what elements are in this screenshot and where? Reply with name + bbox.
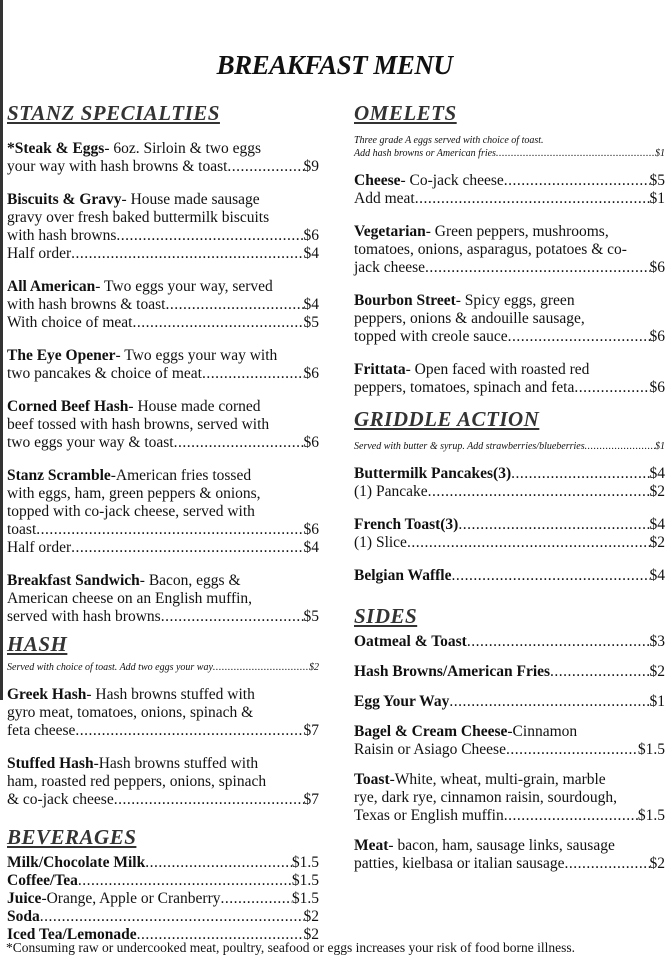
section-heading: HASH <box>7 632 68 656</box>
item-description: served with hash browns <box>7 608 161 625</box>
item-name: Iced Tea/Lemonade <box>7 926 137 943</box>
item-description: gravy over fresh baked buttermilk biscuits <box>7 209 270 226</box>
item-description: with hash browns & toast <box>7 296 166 313</box>
menu-item-line <box>354 693 665 711</box>
item-description: topped with creole sauce <box>354 328 508 345</box>
menu-item-line <box>7 398 319 416</box>
left-column <box>7 100 319 956</box>
menu-item-line <box>7 572 319 590</box>
item-price: $6 <box>649 379 665 396</box>
menu-item-line <box>7 140 319 158</box>
item-price: $4 <box>303 539 319 556</box>
section-note <box>354 440 665 453</box>
item-description: - House made sausage <box>121 191 260 208</box>
menu-item-line <box>354 741 665 759</box>
menu-item-line <box>354 190 665 208</box>
section-heading: STANZ SPECIALTIES <box>7 101 220 125</box>
page-title: BREAKFAST MENU <box>216 50 453 80</box>
item-description: - Spicy eggs, green <box>455 292 575 309</box>
dot-leader <box>165 296 303 314</box>
item-description: with eggs, ham, green peppers & onions, <box>7 485 261 502</box>
menu-item <box>7 191 319 263</box>
item-name: The Eye Opener <box>7 347 116 364</box>
item-name: French Toast(3) <box>354 516 459 533</box>
item-description: jack cheese <box>354 259 425 276</box>
item-description: - bacon, ham, sausage links, sausage <box>388 837 615 854</box>
menu-item-line <box>354 292 665 310</box>
note-price: $2 <box>309 662 319 673</box>
item-name: Milk/Chocolate Milk <box>7 854 146 871</box>
dot-leader <box>504 807 638 825</box>
menu-item-line <box>7 890 319 908</box>
menu-item <box>354 223 665 277</box>
item-price: $6 <box>649 328 665 345</box>
dot-leader <box>78 872 292 890</box>
menu-item-line <box>354 534 665 552</box>
dot-leader <box>407 534 650 552</box>
menu-item-line <box>7 191 319 209</box>
item-description: tomatoes, onions, asparagus, potatoes & co- <box>354 241 627 258</box>
dot-leader <box>511 465 649 483</box>
menu-item <box>354 633 665 651</box>
menu-item-line <box>354 259 665 277</box>
item-name: Bagel & Cream Cheese <box>354 723 508 740</box>
dot-leader <box>227 158 303 176</box>
item-description: -Hash browns stuffed with <box>93 755 259 772</box>
menu-item <box>7 278 319 332</box>
dot-leader <box>213 661 309 674</box>
menu-item-line <box>7 434 319 452</box>
menu-item <box>354 361 665 397</box>
section-hash <box>7 631 319 809</box>
section-heading: SIDES <box>354 604 418 628</box>
item-description: - Bacon, eggs & <box>139 572 241 589</box>
dot-leader <box>161 608 304 626</box>
menu-item-line <box>7 503 319 521</box>
section-omelets <box>354 100 665 397</box>
dot-leader <box>114 791 304 809</box>
item-description: with hash browns <box>7 227 117 244</box>
menu-item-line <box>7 245 319 263</box>
menu-item-line <box>7 314 319 332</box>
dot-leader <box>174 434 304 452</box>
menu-item-line <box>354 855 665 873</box>
menu-item <box>7 686 319 740</box>
item-description: - Two eggs your way with <box>115 347 278 364</box>
menu-item-line <box>7 158 319 176</box>
item-name: Greek Hash <box>7 686 87 703</box>
menu-item-line <box>7 365 319 383</box>
note-price: $1 <box>655 148 665 159</box>
item-price: $6 <box>303 365 319 382</box>
item-price: $5 <box>649 172 665 189</box>
menu-item <box>354 771 665 825</box>
dot-leader <box>506 741 638 759</box>
note-text: Add hash browns or American fries <box>354 148 496 159</box>
item-price: $2 <box>649 534 665 551</box>
menu-item-line <box>7 791 319 809</box>
menu-item-line <box>354 663 665 681</box>
dot-leader <box>449 693 649 711</box>
menu-item-line <box>7 686 319 704</box>
item-price: $4 <box>303 245 319 262</box>
section-beverages <box>7 824 319 944</box>
item-name: *Steak & Eggs <box>7 140 105 157</box>
menu-item-line <box>7 467 319 485</box>
menu-item-line <box>354 837 665 855</box>
menu-item-line <box>7 854 319 872</box>
item-description: two eggs your way & toast <box>7 434 174 451</box>
menu-item-line <box>354 241 665 259</box>
item-name: Belgian Waffle <box>354 567 452 584</box>
item-description: feta cheese <box>7 722 76 739</box>
section-heading: GRIDDLE ACTION <box>354 407 540 431</box>
dot-leader <box>71 539 303 557</box>
item-price: $1.5 <box>291 854 319 871</box>
item-description: -American fries tossed <box>110 467 252 484</box>
dot-leader <box>71 245 303 263</box>
item-price: $9 <box>303 158 319 175</box>
section-note <box>7 661 319 674</box>
item-price: $4 <box>649 516 665 533</box>
dot-leader <box>508 328 650 346</box>
menu-item <box>7 398 319 452</box>
item-description: rye, dark rye, cinnamon raisin, sourdough, <box>354 789 618 806</box>
item-name: Oatmeal & Toast <box>354 633 467 650</box>
item-name: Cheese <box>354 172 401 189</box>
item-name: Hash Browns/American Fries <box>354 663 551 680</box>
section-note <box>354 147 665 160</box>
menu-item-line <box>354 223 665 241</box>
item-price: $5 <box>303 314 319 331</box>
menu-item-line <box>354 807 665 825</box>
menu-item-line <box>354 723 665 741</box>
item-price: $7 <box>303 791 319 808</box>
menu-item <box>354 567 665 585</box>
menu-item <box>354 693 665 711</box>
item-description: - Two eggs your way, served <box>95 278 273 295</box>
item-description: patties, kielbasa or italian sausage <box>354 855 565 872</box>
dot-leader <box>415 190 650 208</box>
item-name: Juice <box>7 890 42 907</box>
menu-item-line <box>354 361 665 379</box>
item-description: - 6oz. Sirloin & two eggs <box>104 140 262 157</box>
menu-item-line <box>7 539 319 557</box>
item-price: $2 <box>649 855 665 872</box>
menu-item <box>354 723 665 759</box>
item-name: Stuffed Hash <box>7 755 94 772</box>
item-price: $4 <box>649 567 665 584</box>
dot-leader <box>40 908 304 926</box>
dot-leader <box>574 379 649 397</box>
item-description: (1) Slice <box>354 534 407 551</box>
item-price: $1.5 <box>637 807 665 824</box>
menu-item <box>7 347 319 383</box>
item-name: Buttermilk Pancakes(3) <box>354 465 512 482</box>
menu-item-line <box>7 590 319 608</box>
menu-item <box>7 140 319 176</box>
dot-leader <box>36 521 303 539</box>
note-price: $1 <box>655 441 665 452</box>
menu-item-line <box>7 296 319 314</box>
section-stanz-specialties <box>7 100 319 626</box>
menu-item <box>7 467 319 557</box>
dot-leader <box>202 365 304 383</box>
item-description: gyro meat, tomatoes, onions, spinach & <box>7 704 254 721</box>
item-name: Toast <box>354 771 390 788</box>
item-price: $5 <box>303 608 319 625</box>
item-price: $1.5 <box>637 741 665 758</box>
item-price: $2 <box>649 663 665 680</box>
item-description: - Open faced with roasted red <box>405 361 590 378</box>
item-name: Biscuits & Gravy <box>7 191 122 208</box>
item-description: American cheese on an English muffin, <box>7 590 253 607</box>
item-price: $3 <box>649 633 665 650</box>
item-description: - Co-jack cheese <box>400 172 504 189</box>
menu-item-line <box>354 633 665 651</box>
menu-item-line <box>354 328 665 346</box>
dot-leader <box>451 567 649 585</box>
menu-item-line <box>7 227 319 245</box>
item-price: $4 <box>303 296 319 313</box>
item-description: - House made corned <box>128 398 261 415</box>
item-description: Half order <box>7 539 72 556</box>
item-name: Egg Your Way <box>354 693 450 710</box>
item-name: Bourbon Street <box>354 292 456 309</box>
dot-leader <box>428 483 650 501</box>
note-text: Served with butter & syrup. Add strawberries/blueberries <box>354 441 585 452</box>
dot-leader <box>75 722 303 740</box>
menu-item-line <box>354 516 665 534</box>
item-name: Meat <box>354 837 389 854</box>
item-price: $1 <box>649 190 665 207</box>
item-description: & co-jack cheese <box>7 791 114 808</box>
item-description: - Hash browns stuffed with <box>86 686 255 703</box>
menu-item-line <box>354 465 665 483</box>
menu-item-line <box>7 416 319 434</box>
item-price: $7 <box>303 722 319 739</box>
item-price: $6 <box>303 227 319 244</box>
menu-item-line <box>7 278 319 296</box>
menu-item-line <box>7 755 319 773</box>
item-price: $6 <box>649 259 665 276</box>
dot-leader <box>496 147 655 160</box>
item-description: ham, roasted red peppers, onions, spinach <box>7 773 267 790</box>
item-name: All American <box>7 278 96 295</box>
menu-item <box>354 465 665 501</box>
item-description: With choice of meat <box>7 314 133 331</box>
menu-item <box>354 516 665 552</box>
menu-item-line <box>354 483 665 501</box>
menu-item-line <box>7 485 319 503</box>
dot-leader <box>467 633 650 651</box>
menu-item-line <box>7 521 319 539</box>
menu-item-line <box>354 789 665 807</box>
section-heading: OMELETS <box>354 101 457 125</box>
menu-item-line <box>7 872 319 890</box>
item-description: - Green peppers, mushrooms, <box>425 223 609 240</box>
section-note <box>354 134 665 147</box>
menu-item <box>7 755 319 809</box>
menu-item-line <box>7 347 319 365</box>
menu-item <box>354 837 665 873</box>
item-description: two pancakes & choice of meat <box>7 365 202 382</box>
item-price: $6 <box>303 434 319 451</box>
item-description: -Cinnamon <box>507 723 578 740</box>
dot-leader <box>564 855 649 873</box>
item-price: $2 <box>303 908 319 925</box>
item-price: $1.5 <box>291 890 319 907</box>
item-description: Texas or English muffin <box>354 807 504 824</box>
item-description: -White, wheat, multi-grain, marble <box>389 771 606 788</box>
item-description: (1) Pancake <box>354 483 428 500</box>
note-text: Served with choice of toast. Add two eggs your way <box>7 662 213 673</box>
menu-item <box>7 854 319 944</box>
dot-leader <box>425 259 650 277</box>
menu-item-line <box>354 172 665 190</box>
item-description: peppers, tomatoes, spinach and feta <box>354 379 575 396</box>
item-name: Frittata <box>354 361 406 378</box>
note-text: Three grade A eggs served with choice of toast. <box>354 135 544 146</box>
item-name: Soda <box>7 908 40 925</box>
menu-item-line <box>7 209 319 227</box>
dot-leader <box>585 440 655 453</box>
menu-item <box>354 663 665 681</box>
item-name: Coffee/Tea <box>7 872 78 889</box>
item-description: your way with hash browns & toast <box>7 158 228 175</box>
dot-leader <box>145 854 292 872</box>
item-price: $2 <box>303 926 319 943</box>
item-description: Half order <box>7 245 72 262</box>
dot-leader <box>550 663 649 681</box>
item-price: $6 <box>303 521 319 538</box>
menu-item-line <box>7 908 319 926</box>
section-griddle-action <box>354 406 665 585</box>
dot-leader <box>220 890 291 908</box>
item-name: Stanz Scramble <box>7 467 111 484</box>
menu-item-line <box>354 771 665 789</box>
menu-item <box>354 172 665 208</box>
item-description: topped with co-jack cheese, served with <box>7 503 255 520</box>
section-sides <box>354 603 665 873</box>
item-description: toast <box>7 521 37 538</box>
dot-leader <box>132 314 303 332</box>
item-name: Breakfast Sandwich <box>7 572 140 589</box>
item-price: $1.5 <box>291 872 319 889</box>
item-description: -Orange, Apple or Cranberry <box>41 890 221 907</box>
dot-leader <box>504 172 650 190</box>
item-name: Vegetarian <box>354 223 426 240</box>
menu-item-line <box>354 310 665 328</box>
dot-leader <box>458 516 649 534</box>
item-description: Raisin or Asiago Cheese <box>354 741 506 758</box>
page-edge-divider <box>0 0 3 700</box>
item-description: Add meat <box>354 190 415 207</box>
item-price: $2 <box>649 483 665 500</box>
menu-item-line <box>354 567 665 585</box>
item-price: $4 <box>649 465 665 482</box>
item-description: beef tossed with hash browns, served with <box>7 416 270 433</box>
item-price: $1 <box>649 693 665 710</box>
menu-item-line <box>7 704 319 722</box>
dot-leader <box>116 227 303 245</box>
food-safety-disclaimer: *Consuming raw or undercooked meat, poultry, seafood or eggs increases your risk of food borne illness. <box>6 940 575 955</box>
menu-item <box>354 292 665 346</box>
menu-item <box>7 572 319 626</box>
item-name: Corned Beef Hash <box>7 398 129 415</box>
menu-item-line <box>7 722 319 740</box>
section-heading: BEVERAGES <box>7 825 137 849</box>
menu-item-line <box>7 608 319 626</box>
menu-item-line <box>7 773 319 791</box>
right-column <box>354 100 665 885</box>
menu-item-line <box>354 379 665 397</box>
item-description: peppers, onions & andouille sausage, <box>354 310 585 327</box>
